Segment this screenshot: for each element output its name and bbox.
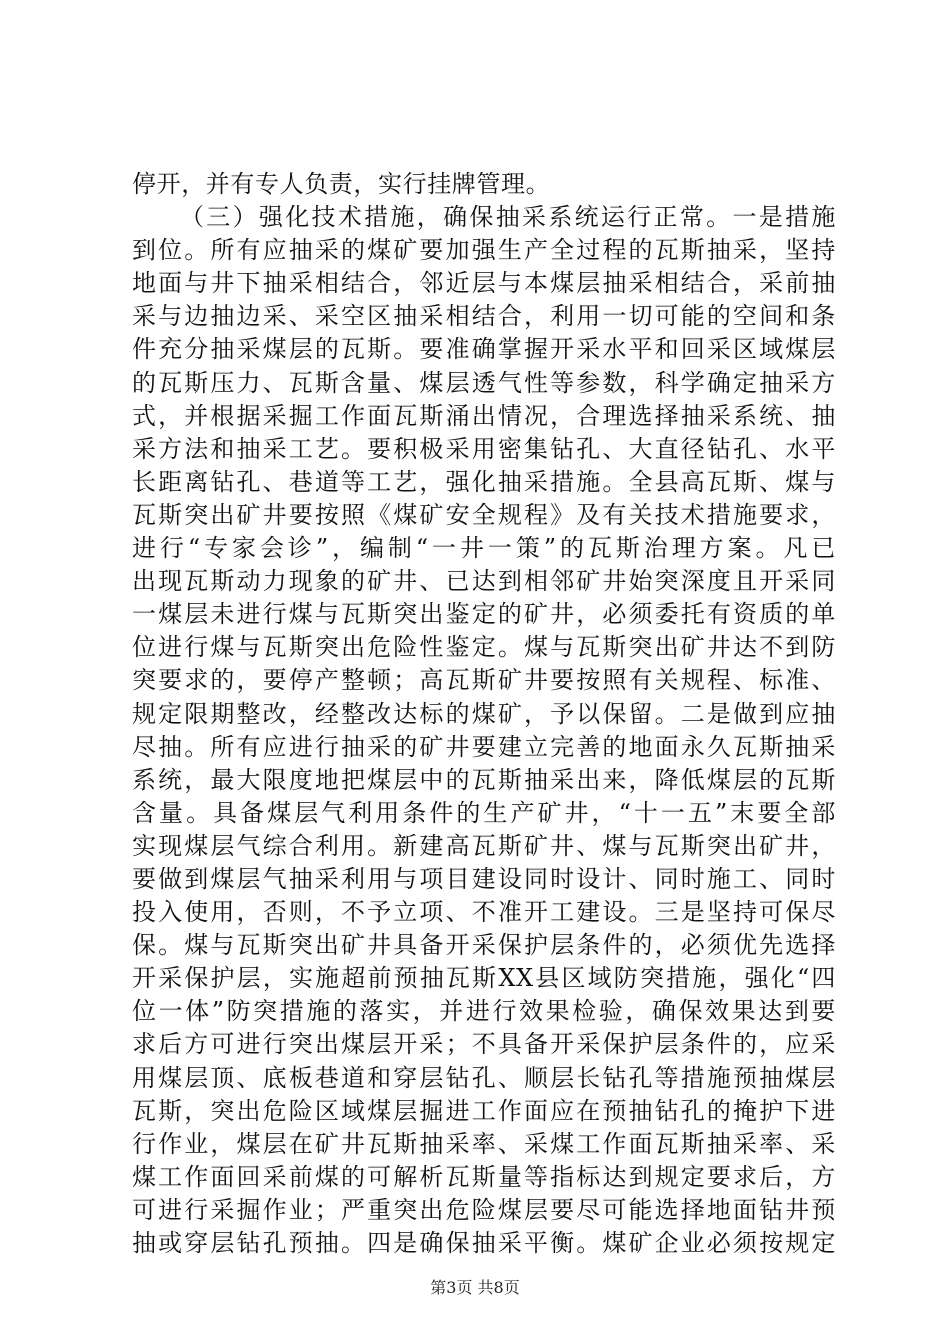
body-text — [132, 168, 836, 1260]
text-line: 长距离钻孔、巷道等工艺，强化抽采措施。全县高瓦斯、煤与 — [132, 467, 836, 496]
text-line: 保。煤与瓦斯突出矿井具备开采保护层条件的，必须优先选择 — [132, 931, 836, 960]
text-line: 件充分抽采煤层的瓦斯。要准确掌握开采水平和回采区域煤层 — [132, 335, 836, 364]
paragraph-start-line: （三）强化技术措施，确保抽采系统运行正常。一是措施 — [180, 203, 836, 232]
text-line: 突要求的，要停产整顿；高瓦斯矿井要按照有关规程、标准、 — [132, 666, 836, 695]
text-line: 投入使用，否则，不予立项、不准开工建设。三是坚持可保尽 — [132, 898, 836, 927]
text-line: 含量。具备煤层气利用条件的生产矿井，“十一五”末要全部 — [132, 798, 836, 827]
text-line: 实现煤层气综合利用。新建高瓦斯矿井、煤与瓦斯突出矿井， — [132, 831, 836, 860]
text-line: 煤工作面回采前煤的可解析瓦斯量等指标达到规定要求后，方 — [132, 1162, 836, 1191]
text-line: 进行“专家会诊”，编制“一井一策”的瓦斯治理方案。凡已 — [132, 534, 836, 563]
text-line: 用煤层顶、底板巷道和穿层钻孔、顺层长钻孔等措施预抽煤层 — [132, 1063, 836, 1092]
text-line: 求后方可进行突出煤层开采；不具备开采保护层条件的，应采 — [132, 1030, 836, 1059]
text-line: 到位。所有应抽采的煤矿要加强生产全过程的瓦斯抽采，坚持 — [132, 236, 836, 265]
text-line: 行作业，煤层在矿井瓦斯抽采率、采煤工作面瓦斯抽采率、采 — [132, 1129, 836, 1158]
text-line: 瓦斯，突出危险区域煤层掘进工作面应在预抽钻孔的掩护下进 — [132, 1096, 836, 1125]
text-line: 出现瓦斯动力现象的矿井、已达到相邻矿井始突深度且开采同 — [132, 567, 836, 596]
text-line: 一煤层未进行煤与瓦斯突出鉴定的矿井，必须委托有资质的单 — [132, 600, 836, 629]
text-line: 采与边抽边采、采空区抽采相结合，利用一切可能的空间和条 — [132, 302, 836, 331]
text-line: 位一体”防突措施的落实，并进行效果检验，确保效果达到要 — [132, 997, 836, 1026]
text-line: 开采保护层，实施超前预抽瓦斯XX县区域防突措施，强化“四 — [132, 964, 836, 993]
text-line: 抽或穿层钻孔预抽。四是确保抽采平衡。煤矿企业必须按规定 — [132, 1229, 836, 1257]
text-line: 可进行采掘作业；严重突出危险煤层要尽可能选择地面钻井预 — [132, 1195, 836, 1224]
text-line: 停开，并有专人负责，实行挂牌管理。 — [132, 170, 551, 198]
page-number-footer: 第3页 共8页 — [430, 1278, 520, 1297]
text-line: 的瓦斯压力、瓦斯含量、煤层透气性等参数，科学确定抽采方 — [132, 368, 836, 397]
text-line: 规定限期整改，经整改达标的煤矿，予以保留。二是做到应抽 — [132, 699, 836, 728]
text-line: 要做到煤层气抽采利用与项目建设同时设计、同时施工、同时 — [132, 864, 836, 893]
text-line: 采方法和抽采工艺。要积极采用密集钻孔、大直径钻孔、水平 — [132, 434, 836, 463]
text-line: 式，并根据采掘工作面瓦斯涌出情况，合理选择抽采系统、抽 — [132, 401, 836, 430]
text-line: 地面与井下抽采相结合，邻近层与本煤层抽采相结合，采前抽 — [132, 269, 836, 298]
text-line: 位进行煤与瓦斯突出危险性鉴定。煤与瓦斯突出矿井达不到防 — [132, 633, 836, 662]
text-line: 尽抽。所有应进行抽采的矿井要建立完善的地面永久瓦斯抽采 — [132, 732, 836, 761]
text-line: 瓦斯突出矿井要按照《煤矿安全规程》及有关技术措施要求， — [132, 500, 836, 529]
text-line: 系统，最大限度地把煤层中的瓦斯抽采出来，降低煤层的瓦斯 — [132, 765, 836, 794]
